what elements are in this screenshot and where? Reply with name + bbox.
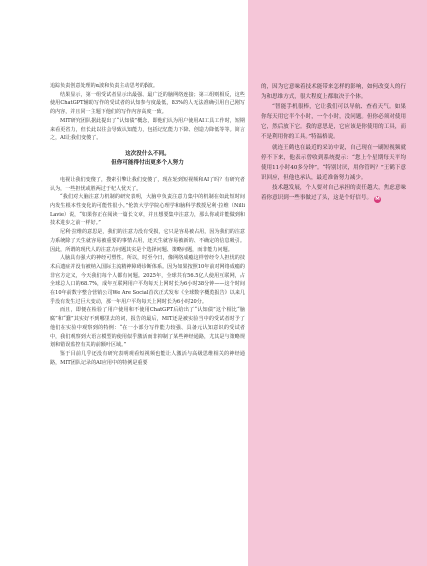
paragraph: 而且，即便在检验了用户使用和不使用ChatGPT后给出了“认知债”这个相比“脑腐”和“蠢”其实好不到哪里去的词，报告的最后，MIT还是被实验当中的受试者时予了他们在实验中观察到的特例：“在一小部分写作能力较强、具备元认知意识的受试者中，我们观察到大语言模型的使用似乎激活而非抑制了某些神经通路，尤其是与策略规划和错误监控有关的前额叶区域。” (50, 307, 245, 349)
paragraph: 鉴于目前几乎还没有研究表明观看短视频也能让人激活与高级思维相关的神经通路，MIT团队记录的AI应用中的特例是重要 (50, 350, 245, 366)
paragraph: 的，因为它意味着技术能带来怎样的影响，如何改变人的行为和思维方式，很大程度上都取决于个体。 (261, 84, 406, 101)
side-article-column (261, 82, 406, 566)
main-article-column (50, 82, 245, 566)
section-subheading (50, 150, 245, 169)
paragraph-text: 技术越发展，个人要对自己承担的责任越大，焦虑意味着你意识到一些事做过了头，这是个好信号。 (261, 184, 406, 202)
end-of-article-icon: M (375, 197, 380, 203)
last-paragraph (261, 183, 406, 203)
paragraph: “智能手机很棒，它让我们可以导航、查看天气。如果你每天用它半个小时，一个小时，没问题。但你必须对使用它，然后放下它。我的意思是，它应该是你使用的工具，而不是利用你的工具。”特温格说。 (261, 104, 406, 141)
subheading-line-1: 这次没什么不同。 (125, 150, 170, 157)
paragraph: 追踪负责创意处理的α波和负责主动思考的β波。 (50, 83, 158, 89)
paragraph: “我们对大脑注意力机制的研究表明，大脑中负责注意力集中的机制在如此短时间内发生根本性变化的可能性很小。”伦敦大学学院心理学和脑科学教授尼利·拉维（Nilli Lavie）说，“如果你正在阅读一篇长文章，并且想要集中注意力，那么你或许能做到和技术进步之前一样好。” (50, 194, 245, 227)
paragraph: 结果显示，第一组受试者显示出最强、最广泛的脑网络连接；第三组则相反，这些使用ChatGPT辅助写作的受试者的认知参与度最低，83%的人无法准确引用自己刚写的内容，并且同一主题下他们的写作内容高度一致。 (50, 91, 245, 116)
paragraph: MIT研究团队据此提出了“认知债”概念，即他们认为用户使用AI工具工作时，短期来看更省力，但长此以往会导致认知能力，包括记忆能力下降、创造力降低等等。简言之，AI让我们变傻了。 (50, 117, 245, 142)
paragraph: 电视让我们变傻了，搜索引擎让我们变傻了，现在轮到短视频和AI了吗？有研究者认为，一些担忧或胜两过于杞人忧天了。 (50, 176, 245, 192)
paragraph: 尼利·拉维的意思是，我们的注意力没有受损，它只是容易被占用，因为我们的注意力系统除了天生就容易被重要的事情占用，还天生就容易被新的、不确定的信息吸引。因此，所谓的现代人的注意力问题其实是个选择问题、策略问题，而非能力问题。 (50, 229, 245, 253)
paragraph: 就连王鹤也在最近的采访中说，自己现在一刷短视频就停不下来，他表示曾收到系统提示：“您上个星期每天平均使用11小时40多分钟”。“特别讨厌，用你管吗？”王鹤下意识回应，但他也承认，最近准备努力减少。 (261, 144, 406, 181)
subheading-line-2: 但你可能得付出更多个人努力 (111, 160, 184, 167)
paragraph: 人脑具有强大的神经可塑性。所以，时至今日，像网络成瘾这样曾经令人担忧的技术后遗症并没有被纳入国际主流精神障碍诊断体系。因为如果按照10年前对网络成瘾的非官方定义，今天我们每个人都有问题。2025年，全球共有56.5亿人使用互联网，占全球总人口的68.7%，成年互联网用户平均每天上网时长为6小时38分钟——这个时间在10年前数字整合营销公司We Are Social首次正式发布《全球数字概览报告》以来几乎没有发生过巨大变动，那一年用户平均每天上网时长为6小时20分。 (50, 255, 245, 305)
